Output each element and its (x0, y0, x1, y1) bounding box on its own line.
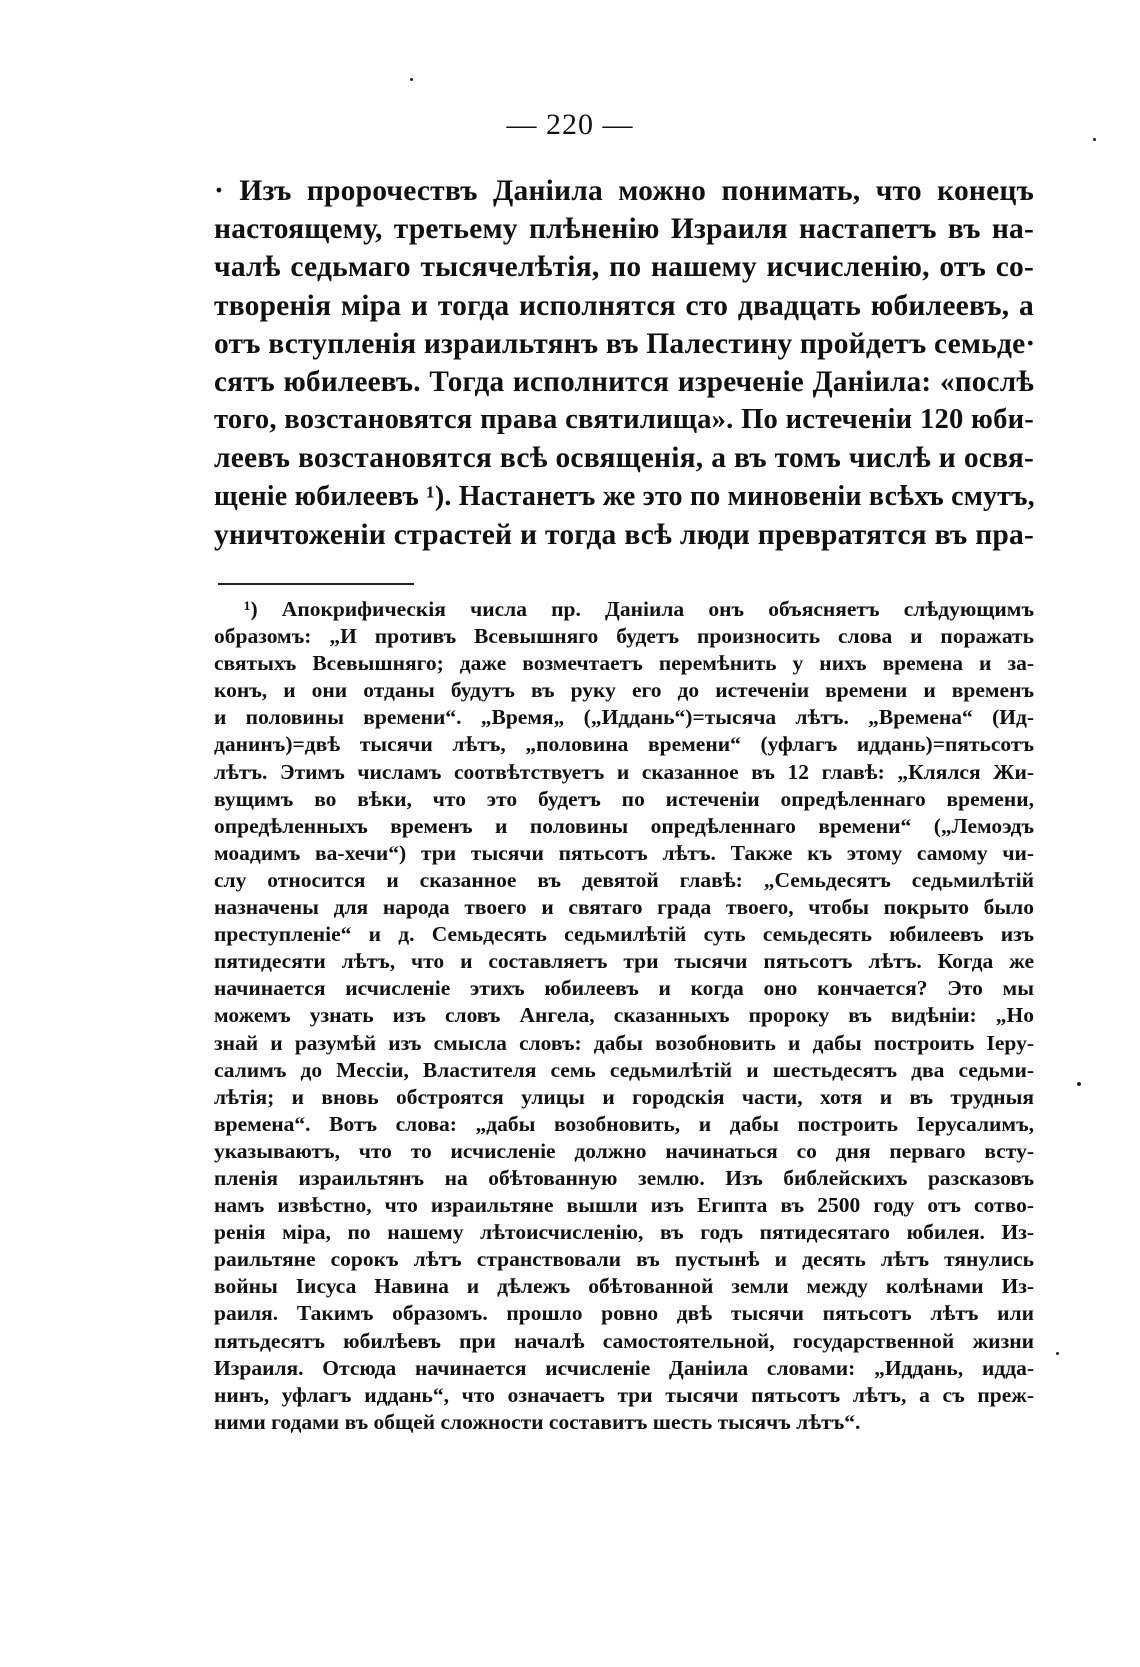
footnote-line: знай и разумѣй изъ смысла словъ: дабы возобновить и дабы построить Iеру- (214, 1030, 1034, 1055)
footnote-line: вущимъ во вѣки, что это будетъ по истеченiи опредѣленнаго времени, (214, 786, 1034, 811)
footnote-line: моадимъ ва-хечи“) три тысячи пятьсотъ лѣтъ. Также къ этому самому чи- (214, 840, 1034, 865)
scan-speck (1056, 1352, 1059, 1355)
footnote-line: святыхъ Всевышняго; даже возмечтаетъ перемѣнить у нихъ времена и за- (214, 651, 1034, 676)
footnote-line: раиля. Такимъ образомъ. прошло ровно двѣ тысячи пятьсотъ лѣтъ или (214, 1301, 1034, 1326)
footnote-line: нинъ, уфлагъ иддань“, что означаетъ три тысячи пятьсотъ лѣтъ, а съ преж- (214, 1382, 1034, 1407)
footnote-line: времена“. Вотъ слова: „дабы возобновить, и дабы построить Iерусалимъ, (214, 1111, 1034, 1136)
footnote-line: данинъ)=двѣ тысячи лѣтъ, „половина времени“ (уфлагъ иддань)=пятьсотъ (214, 732, 1034, 757)
main-text-line: уничтоженiи страстей и тогда всѣ люди превратятся въ пра- (214, 518, 1034, 551)
footnote (214, 596, 1034, 1436)
main-text-line: отъ вступленiя израильтянъ въ Палестину пройдетъ семьде· (214, 327, 1036, 360)
page-number: — 220 — (506, 108, 634, 141)
footnote-line: салимъ до Мессiи, Властителя семь седьмилѣтiй и шестьдесятъ два седьми- (214, 1057, 1034, 1082)
footnote-line: назначены для народа твоего и святаго града твоего, чтобы покрыто было (214, 895, 1034, 920)
footnote-line: ними годами въ общей сложности составитъ шесть тысячъ лѣтъ“. (214, 1409, 861, 1434)
footnote-line: раильтяне сорокъ лѣтъ странствовали въ пустынѣ и десять лѣтъ тянулись (214, 1247, 1034, 1272)
footnote-line: начинается исчисленiе этихъ юбилеевъ и когда оно кончается? Это мы (214, 976, 1034, 1001)
main-text (214, 172, 1034, 554)
footnote-line: образомъ: „И противъ Всевышняго будетъ произносить слова и поражать (214, 624, 1034, 649)
footnote-line: можемъ узнать изъ словъ Ангела, сказанныхъ пророку въ видѣнiи: „Но (214, 1003, 1034, 1028)
footnote-line: указываютъ, что то исчисленiе должно начинаться со дня перваго всту- (214, 1138, 1034, 1163)
footnote-line: ¹) Апокрифическiя числа пр. Данiила онъ объясняетъ слѣдующимъ (244, 597, 1034, 621)
footnote-line: пятидесяти лѣтъ, что и составляетъ три тысячи пятьсотъ лѣтъ. Когда же (214, 949, 1034, 974)
scan-speck (1093, 138, 1096, 141)
main-text-line: настоящему, третьему плѣненiю Израиля настапетъ въ на- (214, 213, 1034, 246)
footnote-line: войны Iисуса Навина и дѣлежъ обѣтованной земли между колѣнами Из- (214, 1274, 1034, 1299)
footnote-line: и половины времени“. „Время„ („Иддань“)=тысяча лѣтъ. „Времена“ (Ид- (214, 705, 1034, 730)
main-text-line: щенiе юбилеевъ ¹). Настанетъ же это по миновенiи всѣхъ смутъ, (214, 480, 1035, 512)
main-text-line: леевъ возстановятся всѣ освященiя, а въ томъ числѣ и освя- (214, 442, 1034, 475)
main-text-line: сятъ юбилеевъ. Тогда исполнится изреченiе Данiила: «послѣ (214, 365, 1034, 398)
footnote-line: пятьдесятъ юбилѣевъ при началѣ самостоятельной, государственной жизни (214, 1328, 1034, 1353)
main-text-line: того, возстановятся права святилища». По истеченiи 120 юби- (214, 404, 1034, 436)
footnote-line: слу относится и сказанное въ девятой главѣ: „Семьдесятъ седьмилѣтiй (214, 867, 1034, 892)
footnote-line: опредѣленныхъ временъ и половины опредѣленнаго времени“ („Лемоэдъ (214, 813, 1034, 838)
footnote-line: конъ, и они отданы будутъ въ руку его до истеченiи времени и временъ (214, 678, 1034, 703)
footnote-line: лѣтiя; и вновь обстроятся улицы и городскiя части, хотя и въ трудныя (214, 1084, 1034, 1109)
main-text-line: чалѣ седьмаго тысячелѣтiя, по нашему исчисленiю, отъ со- (214, 251, 1034, 284)
footnote-line: Израиля. Отсюда начинается исчисленiе Данiила словами: „Иддань, иддa- (214, 1355, 1034, 1380)
footnote-line: преступленiе“ и д. Семьдесять седьмилѣтiй суть семьдесять юбилеевъ изъ (214, 922, 1034, 947)
scan-speck (410, 78, 413, 81)
main-text-line: творенiя мiра и тогда исполнятся сто двадцать юбилеевъ, а (214, 289, 1034, 322)
footnote-line: лѣтъ. Этимъ числамъ соотвѣтствуетъ и сказанное въ 12 главѣ: „Клялся Жи- (214, 759, 1034, 784)
footnote-line: пленiя израильтянъ на обѣтованную землю. Изъ библейскихъ разсказовъ (214, 1165, 1034, 1190)
scan-speck (1077, 1082, 1081, 1086)
footnote-line: намъ извѣстно, что израильтяне вышли изъ Египта въ 2500 году отъ сотво- (214, 1193, 1034, 1218)
footnote-divider (218, 583, 414, 585)
footnote-line: ренiя мiра, по нашему лѣтоисчисленiю, въ годъ пятидесятаго юбилея. Из- (214, 1220, 1034, 1245)
main-text-line: · Изъ пророчествъ Данiила можно понимать, что конецъ (214, 175, 1034, 207)
